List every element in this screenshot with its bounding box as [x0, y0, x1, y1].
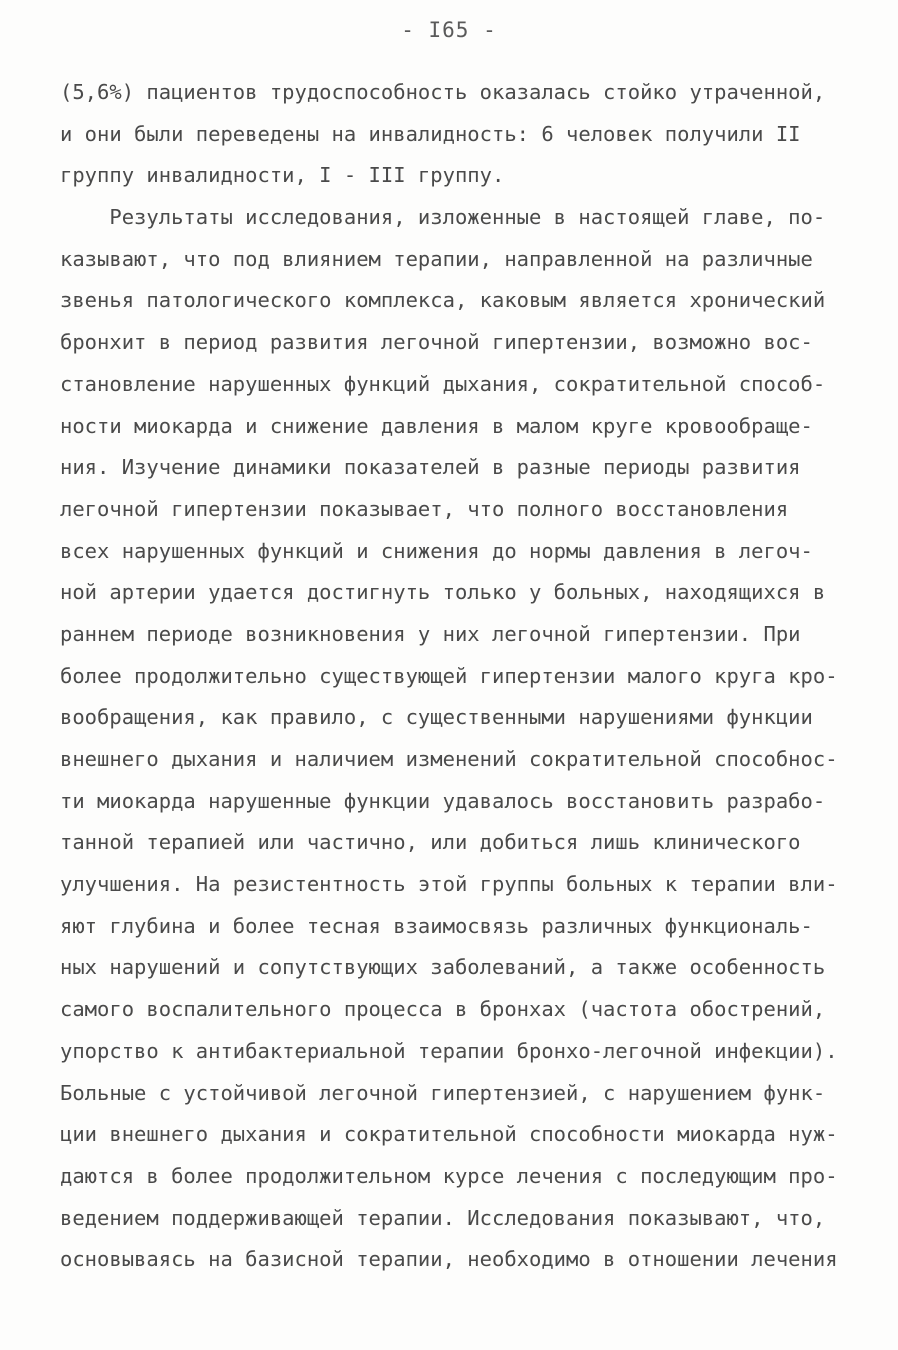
text-line: Больные с устойчивой легочной гипертензией, с нарушением функ- [60, 1080, 826, 1105]
text-line: становление нарушенных функций дыхания, сократительной способ- [60, 371, 826, 396]
text-line: казывают, что под влиянием терапии, направленной на различные [60, 246, 813, 271]
text-line: бронхит в период развития легочной гипертензии, возможно вос- [60, 330, 813, 355]
text-line: ти миокарда нарушенные функции удавалось восстановить разрабо- [60, 788, 826, 813]
text-line: Результаты исследования, изложенные в настоящей главе, по- [60, 205, 826, 230]
text-line: группу инвалидности, I - III группу. [60, 163, 505, 188]
text-line: ведением поддерживающей терапии. Исследования показывают, что, [60, 1205, 826, 1230]
text-line: вообращения, как правило, с существенными нарушениями функции [60, 705, 813, 730]
text-line: основываясь на базисной терапии, необходимо в отношении лечения [60, 1247, 838, 1272]
text-line: ции внешнего дыхания и сократительной способности миокарда нуж- [60, 1122, 838, 1147]
text-line: даются в более продолжительном курсе лечения с последующим про- [60, 1163, 838, 1188]
text-line: ных нарушений и сопутствующих заболеваний, а также особенность [60, 955, 826, 980]
text-line: танной терапией или частично, или добиться лишь клинического [60, 830, 801, 855]
text-line: внешнего дыхания и наличием изменений сократительной способнос- [60, 747, 838, 771]
text-line: ной артерии удается достигнуть только у больных, находящихся в [60, 580, 826, 605]
page-number: - I65 - [401, 18, 497, 42]
text-line: всех нарушенных функций и снижения до нормы давления в легоч- [60, 538, 813, 563]
text-line: (5,6%) пациентов трудоспособность оказалась стойко утраченной, [60, 80, 826, 104]
text-line: раннем периоде возникновения у них легочной гипертензии. При [60, 621, 801, 646]
text-line: и они были переведены на инвалидность: 6 человек получили II [60, 121, 801, 146]
text-line: самого воспалительного процесса в бронхах (частота обострений, [60, 997, 826, 1022]
body-text [60, 72, 850, 1281]
text-line: ния. Изучение динамики показателей в разные периоды развития [60, 455, 801, 480]
text-line: звенья патологического комплекса, каковым является хронический [60, 288, 826, 313]
text-line: ности миокарда и снижение давления в малом круге кровообраще- [60, 413, 813, 438]
text-line: легочной гипертензии показывает, что полного восстановления [60, 496, 789, 521]
text-line: яют глубина и более тесная взаимосвязь различных функциональ- [60, 913, 813, 938]
text-line: более продолжительно существующей гипертензии малого круга кро- [60, 663, 838, 688]
text-line: улучшения. На резистентность этой группы больных к терапии вли- [60, 872, 838, 897]
text-line: упорство к антибактериальной терапии бронхо-легочной инфекции). [60, 1038, 838, 1063]
